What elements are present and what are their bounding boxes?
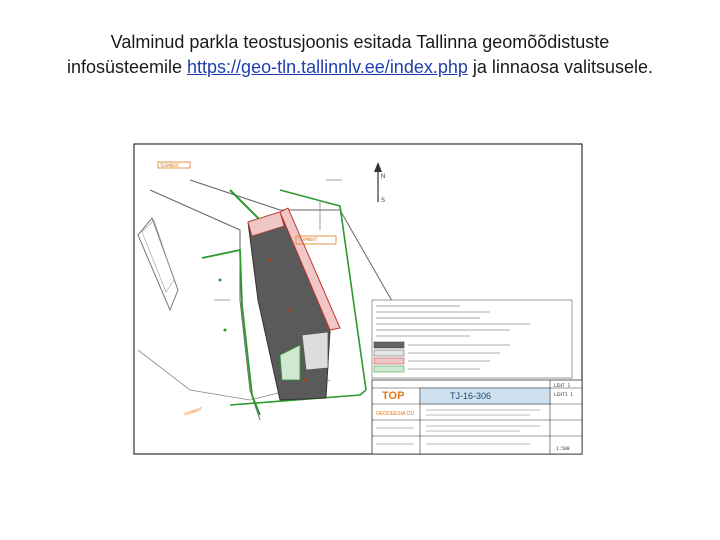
label-top-text: TEAMNOOT (160, 163, 180, 168)
marker-1 (269, 259, 272, 262)
caption-line-2 (0, 55, 720, 80)
caption-text-after-link: ja linnaosa valitsusele. (472, 57, 654, 77)
company-name: TOP (382, 390, 405, 402)
sheet-label-1: LEHT 1 (554, 384, 571, 389)
title-block (372, 380, 582, 454)
label-right-text: TEAMNOOT (298, 237, 318, 242)
legend-swatch-light (374, 350, 404, 356)
north-label: N (381, 174, 386, 180)
marker-3 (304, 379, 307, 382)
legend-swatch-grey (374, 342, 404, 348)
sheet-label-2: LEHTI 1 (554, 393, 573, 398)
caption-line-1: Valminud parkla teostusjoonis esitada Tallinna geomõõdistuste (110, 32, 610, 52)
caption-text-before-link: infosüsteemile (66, 57, 188, 77)
label-bottom-text: TEAMNOOT (182, 406, 203, 417)
legend-swatch-green (374, 366, 404, 372)
slide-caption (0, 30, 720, 80)
job-number: TJ-16-306 (450, 391, 492, 401)
geo-portal-link[interactable]: https://geo-tln.tallinnlv.ee/index.php (187, 57, 468, 77)
survey-drawing (130, 140, 586, 458)
marker-5 (224, 329, 227, 332)
marker-2 (289, 309, 292, 312)
hatched-island (302, 332, 328, 370)
legend-block (372, 300, 572, 378)
legend-swatch-red (374, 358, 404, 364)
survey-drawing-svg (130, 140, 586, 458)
company-subtitle: GEODEESIA OÜ (376, 411, 415, 417)
scale-value: 1:500 (556, 447, 570, 452)
south-label: S (381, 198, 386, 204)
marker-4 (219, 279, 222, 282)
